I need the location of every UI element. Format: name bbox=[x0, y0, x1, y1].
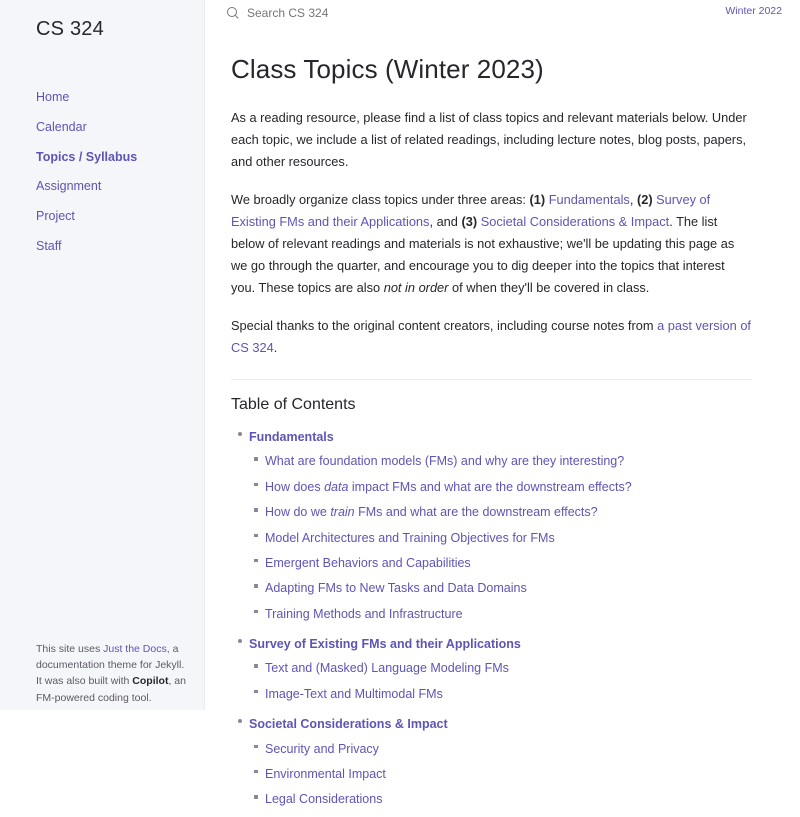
footer-bold-copilot: Copilot bbox=[132, 675, 169, 688]
bullet-icon bbox=[254, 745, 258, 749]
toc-link-survey-existing-fms[interactable]: Survey of Existing FMs and their Applications bbox=[249, 637, 521, 651]
main-content bbox=[205, 0, 800, 807]
sidebar-nav bbox=[0, 83, 204, 262]
toc-sublink-how-does-data-impact-fms[interactable]: How does data impact FMs and what are the downstream effects? bbox=[265, 479, 632, 494]
thanks-paragraph bbox=[231, 315, 752, 359]
aux-nav-link-winter-2022[interactable]: Winter 2022 bbox=[725, 5, 782, 17]
bullet-icon bbox=[254, 508, 258, 512]
toc-heading: Table of Contents bbox=[231, 396, 356, 413]
organization-paragraph bbox=[231, 189, 752, 299]
toc-sublink-how-do-we-train-fms[interactable]: How do we train FMs and what are the downstream effects? bbox=[265, 505, 598, 520]
toc-link-societal-considerations[interactable]: Societal Considerations & Impact bbox=[249, 717, 448, 732]
list-item bbox=[265, 682, 752, 707]
sidebar-item-home[interactable]: Home bbox=[36, 90, 70, 104]
bullet-icon bbox=[238, 432, 242, 436]
toc-sublink-training-methods[interactable]: Training Methods and Infrastructure bbox=[265, 606, 463, 621]
link-societal-considerations[interactable]: Societal Considerations & Impact bbox=[480, 214, 670, 229]
topbar bbox=[205, 0, 800, 26]
bullet-icon bbox=[254, 690, 258, 694]
toc-sublink-legal-considerations[interactable]: Legal Considerations bbox=[265, 792, 383, 807]
bullet-icon bbox=[254, 795, 258, 799]
sidebar bbox=[0, 0, 205, 710]
footer-text-2: , a documentation theme for Jekyll. It was also built with bbox=[36, 642, 185, 688]
list-item bbox=[265, 475, 752, 500]
sidebar-item-assignment[interactable]: Assignment bbox=[36, 179, 102, 194]
thanks-text-2: . bbox=[273, 340, 278, 355]
list-item bbox=[265, 656, 752, 681]
list-item bbox=[265, 762, 752, 787]
list-item bbox=[265, 576, 752, 601]
table-of-contents bbox=[231, 424, 752, 817]
toc-sublink-what-are-fms[interactable]: What are foundation models (FMs) and why are they interesting? bbox=[265, 454, 625, 469]
org-marker-1: (1) bbox=[529, 192, 546, 207]
list-item bbox=[265, 551, 752, 576]
bullet-icon bbox=[254, 534, 258, 538]
org-text-4: . The list below of relevant readings and materials is not exhaustive; we'll be updating this page as we go through the quarter, and encourage you to dig deeper into the topics that interest you. These topics are also bbox=[231, 214, 735, 295]
toc-sublink-emergent-behaviors[interactable]: Emergent Behaviors and Capabilities bbox=[265, 555, 471, 570]
org-marker-3: (3) bbox=[461, 214, 478, 229]
toc-link-fundamentals[interactable]: Fundamentals bbox=[249, 430, 334, 444]
search-icon bbox=[227, 7, 240, 20]
bullet-icon bbox=[238, 719, 242, 723]
sidebar-item-project[interactable]: Project bbox=[36, 209, 75, 223]
org-text-2: , bbox=[629, 192, 637, 207]
toc-sublist-survey bbox=[249, 656, 752, 707]
list-item bbox=[265, 500, 752, 525]
list-item bbox=[265, 526, 752, 551]
page-title: Class Topics (Winter 2023) bbox=[231, 54, 544, 84]
bullet-icon bbox=[254, 770, 258, 774]
toc-sublink-text-masked-lm-fms[interactable]: Text and (Masked) Language Modeling FMs bbox=[265, 661, 509, 676]
org-marker-2: (2) bbox=[636, 192, 653, 207]
toc-section-fundamentals bbox=[249, 424, 752, 631]
link-past-version-cs324[interactable]: a past version of CS 324 bbox=[231, 318, 751, 355]
toc-section-societal bbox=[249, 711, 752, 817]
sidebar-item-staff[interactable]: Staff bbox=[36, 238, 62, 253]
toc-sublink-security-privacy[interactable]: Security and Privacy bbox=[265, 741, 379, 756]
bullet-icon bbox=[254, 664, 258, 668]
footer-text-3: , an FM-powered coding tool. bbox=[36, 675, 186, 704]
toc-sublink-image-text-multimodal-fms[interactable]: Image-Text and Multimodal FMs bbox=[265, 686, 443, 701]
org-italic-not-in-order: not in order bbox=[383, 280, 449, 295]
org-text-3: , and bbox=[429, 214, 462, 229]
toc-sublist-fundamentals bbox=[249, 449, 752, 627]
bullet-icon bbox=[254, 457, 258, 461]
footer-link-just-the-docs[interactable]: Just the Docs bbox=[103, 642, 167, 655]
footer-text-1: This site uses bbox=[36, 642, 104, 655]
toc-sublink-environmental-impact[interactable]: Environmental Impact bbox=[265, 766, 386, 781]
intro-paragraph: As a reading resource, please find a list of class topics and relevant materials below. Under each topic, we include a list of related readings, including lecture notes, blog posts, papers, and other resources. bbox=[231, 110, 747, 169]
link-survey-existing-fms[interactable]: Survey of Existing FMs and their Applications bbox=[231, 192, 711, 229]
toc-section-survey bbox=[249, 631, 752, 711]
sidebar-item-calendar[interactable]: Calendar bbox=[36, 119, 87, 134]
thanks-text-1: Special thanks to the original content creators, including course notes from bbox=[231, 318, 658, 333]
bullet-icon bbox=[254, 610, 258, 614]
search-input[interactable] bbox=[247, 6, 507, 20]
bullet-icon bbox=[254, 559, 258, 563]
link-fundamentals[interactable]: Fundamentals bbox=[548, 192, 630, 207]
toc-sublink-adapting-fms[interactable]: Adapting FMs to New Tasks and Data Domains bbox=[265, 581, 527, 596]
list-item bbox=[265, 737, 752, 762]
search-box[interactable] bbox=[227, 6, 507, 20]
bullet-icon bbox=[238, 639, 242, 643]
list-item bbox=[265, 602, 752, 627]
list-item bbox=[265, 449, 752, 474]
toc-sublist-societal bbox=[249, 737, 752, 813]
bullet-icon bbox=[254, 584, 258, 588]
divider bbox=[231, 379, 752, 380]
bullet-icon bbox=[254, 483, 258, 487]
list-item bbox=[265, 787, 752, 812]
site-title: CS 324 bbox=[36, 18, 104, 40]
toc-sublink-model-architectures[interactable]: Model Architectures and Training Objectives for FMs bbox=[265, 530, 555, 545]
article bbox=[205, 26, 800, 817]
sidebar-item-topics-syllabus[interactable]: Topics / Syllabus bbox=[36, 149, 138, 164]
org-text-5: of when they'll be covered in class. bbox=[448, 280, 650, 295]
sidebar-footer bbox=[0, 641, 205, 710]
org-text-1: We broadly organize class topics under three areas: bbox=[231, 192, 530, 207]
